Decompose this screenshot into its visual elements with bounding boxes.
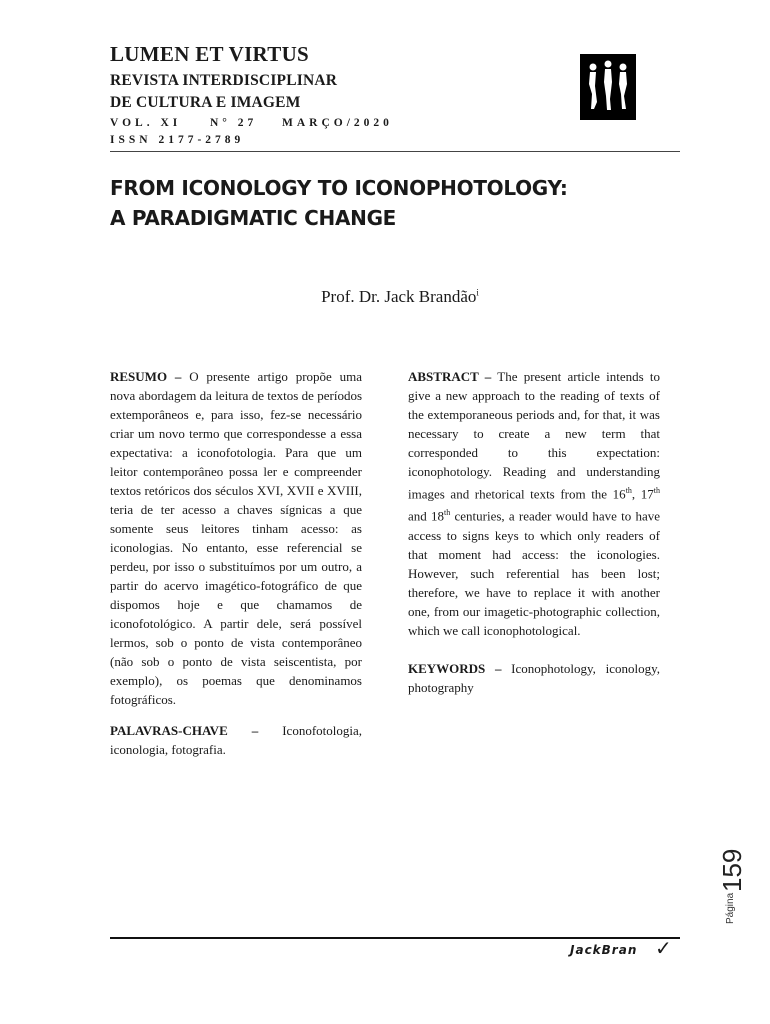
resumo-column (110, 367, 362, 759)
figures-icon (580, 54, 636, 120)
journal-subtitle-line2: DE CULTURA E IMAGEM (110, 94, 301, 111)
author-line (0, 287, 770, 307)
footer-brand: JackBran (570, 943, 638, 957)
volume: VOL. XI (110, 117, 182, 129)
abstract-label: ABSTRACT – (408, 369, 492, 384)
abstract-text-c: and 18 (408, 508, 445, 524)
keywords-paragraph (408, 659, 660, 697)
footer-divider (110, 937, 680, 939)
abstract-paragraph (408, 367, 660, 640)
ordinal-sup-1: th (625, 486, 632, 495)
issue-info (110, 117, 393, 129)
header-divider (110, 151, 680, 152)
journal-title: LUMEN ET VIRTUS (110, 42, 310, 66)
palavras-chave-paragraph (110, 721, 362, 759)
author-footnote-marker[interactable]: i (476, 287, 479, 298)
issue-date: MARÇO/2020 (282, 117, 393, 129)
resumo-text: O presente artigo propõe uma nova abordagem da leitura de textos de períodos extemporâneos e, para isso, fez-se necessário criar um novo termo que correspondesse a essa expectativa: a iconofotologia. Para que um leitor contemporâneo possa ler e compreender textos retóricos dos séculos XVI, XVII e XVIII, teria de ter acesso a chaves sígnicas a que somente seus leitores tinham acesso: as iconologias. No entanto, esse referencial se perdeu, por isso o substituímos por um outro, a partir do acervo imagético-fotográfico de que dispomos hoje e que chamamos de iconofotológico. A partir dele, será possível lermos, sob o ponto de vista contemporâneo (não sob o ponto de vista seiscentista, por exemplo), os poemas que denominamos fotográficos. (110, 369, 363, 707)
abstract-text-d: centuries, a reader would have to have access to signs keys to which only readers of that moment had access: the iconologies. However, such referential has been lost; therefore, we have to replace it with another one, from our imagetic-photographic collection, which we call iconophotological. (408, 508, 660, 638)
issn: ISSN 2177-2789 (110, 134, 245, 146)
palavras-chave-text: Iconofotologia, iconologia, fotografia. (110, 723, 363, 757)
abstract-text-a: The present article intends to give a new approach to the reading of texts of the extemporaneous periods and, for that, it was necessary to create a new term that corresponded to this expectation: iconophotology. Reading and understanding images and rhetorical texts from the 16 (408, 369, 661, 502)
keywords-text: Iconophotology, iconology, photography (408, 660, 660, 695)
ordinal-sup-3: th (444, 508, 451, 518)
ordinal-sup-2: th (653, 486, 661, 495)
article-title-line2: A PARADIGMATIC CHANGE (110, 206, 397, 230)
palavras-chave-label: PALAVRAS-CHAVE – (110, 723, 259, 738)
check-icon: ✓ (655, 938, 672, 960)
journal-logo (580, 54, 636, 120)
number: N° 27 (210, 117, 258, 129)
abstract-text-b: , 17 (631, 486, 654, 502)
article-title (110, 173, 680, 233)
resumo-paragraph (110, 367, 362, 709)
article-title-line1: FROM ICONOLOGY TO ICONOPHOTOLOGY: (110, 176, 568, 200)
author-name: Prof. Dr. Jack Brandão (321, 287, 477, 306)
abstract-column (408, 367, 660, 697)
page-number: 159 (717, 848, 747, 892)
resumo-label: RESUMO – (110, 369, 182, 384)
page-label-word: Página (725, 892, 736, 924)
journal-subtitle-line1: REVISTA INTERDISCIPLINAR (110, 72, 338, 89)
page-number-label (692, 840, 770, 926)
keywords-label: KEYWORDS – (408, 660, 502, 676)
